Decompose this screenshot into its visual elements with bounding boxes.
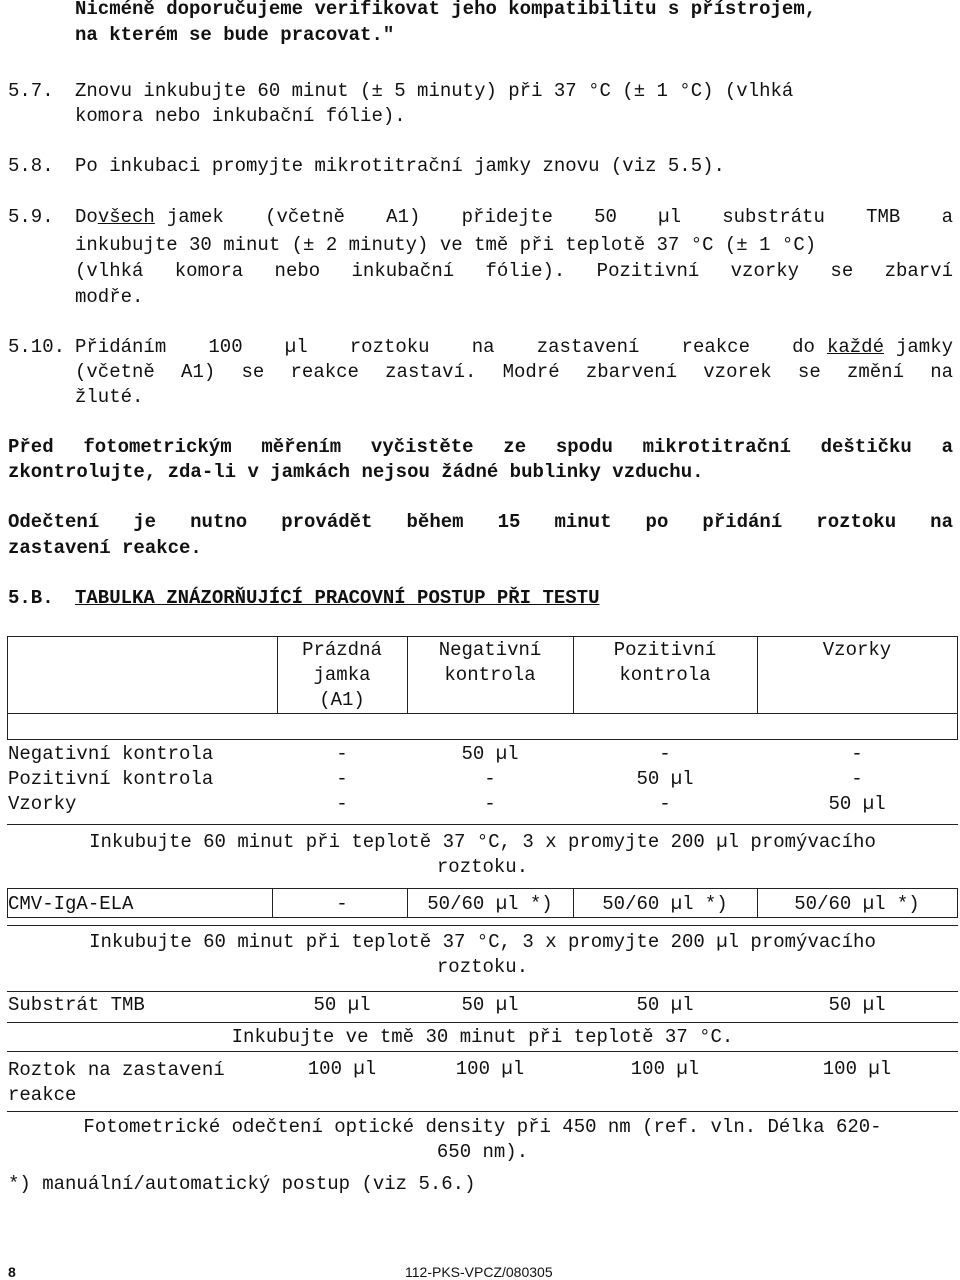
table-footnote: *) manuální/automatický postup (viz 5.6.) xyxy=(8,1173,476,1195)
step-5-10-line-3: žluté. xyxy=(75,386,144,408)
substrate-positive: 50 µl xyxy=(636,994,694,1016)
step-5-10-word-kazde: každé xyxy=(826,336,884,358)
step-5-9-number: 5.9. xyxy=(8,206,54,228)
header-negative-control: Negativní kontrola xyxy=(438,639,542,686)
row-label-negative: Negativní kontrola xyxy=(8,743,214,765)
step-5-10-line-1 xyxy=(75,336,953,358)
page-number: 8 xyxy=(8,1264,16,1280)
note-1-line-2: zkontrolujte, zda-li v jamkách nejsou žádné bublinky vzduchu. xyxy=(8,461,704,483)
incubation-step-1: Inkubujte 60 minut při teplotě 37 °C, 3 x promyjte 200 µl promývacího roztoku. xyxy=(89,831,876,878)
incubation-step-3: Inkubujte ve tmě 30 minut při teplotě 37 °C. xyxy=(231,1026,734,1048)
document-code: 112-PKS-VPCZ/080305 xyxy=(405,1264,553,1280)
header-samples: Vzorky xyxy=(822,639,892,661)
col-negative-values: 50 µl - - xyxy=(461,743,519,815)
stop-solution-label: Roztok na zastavení reakce xyxy=(8,1059,225,1106)
step-5-9-line-4: modře. xyxy=(75,286,144,308)
note-2-line-1: Odečtení je nutno provádět během 15 minut po přidání roztoku na xyxy=(8,511,953,533)
photometry-step: Fotometrické odečtení optické density při 450 nm (ref. vln. Délka 620- 650 nm). xyxy=(83,1116,882,1163)
note-2-line-2: zastavení reakce. xyxy=(8,537,202,559)
stop-samples: 100 µl xyxy=(822,1058,892,1080)
conjugate-negative: 50/60 µl *) xyxy=(427,893,553,915)
step-5-7-number: 5.7. xyxy=(8,80,54,102)
col-positive-values: - 50 µl - xyxy=(636,743,694,815)
step-5-9-word-vsech: všech xyxy=(97,206,155,228)
step-5-8-line-1: Po inkubaci promyjte mikrotitrační jamky znovu (viz 5.5). xyxy=(75,155,725,177)
header-blank-well: Prázdná jamka (A1) xyxy=(302,639,382,711)
step-5-9-line-2: inkubujte 30 minut (± 2 minuty) ve tmě při teplotě 37 °C (± 1 °C) xyxy=(75,234,817,256)
stop-negative: 100 µl xyxy=(455,1058,525,1080)
section-title: TABULKA ZNÁZORŇUJÍCÍ PRACOVNÍ POSTUP PŘI TESTU xyxy=(75,587,600,609)
conjugate-label: CMV-IgA-ELA xyxy=(8,893,134,915)
row-label-positive: Pozitivní kontrola xyxy=(8,768,214,790)
step-5-9-line-1 xyxy=(75,206,953,228)
intro-line-1: Nicméně doporučujeme verifikovat jeho kompatibilitu s přístrojem, xyxy=(75,0,817,20)
step-5-9-word-do: Do xyxy=(75,206,98,228)
step-5-8-number: 5.8. xyxy=(8,155,54,177)
substrate-negative: 50 µl xyxy=(461,994,519,1016)
stop-blank: 100 µl xyxy=(307,1058,377,1080)
substrate-samples: 50 µl xyxy=(828,994,886,1016)
step-5-10-part-1: Přidáním 100 µl roztoku na zastavení reakce do xyxy=(75,336,815,358)
step-5-10-line-2: (včetně A1) se reakce zastaví. Modré zbarvení vzorek se změní na xyxy=(75,361,953,383)
intro-line-2: na kterém se bude pracovat." xyxy=(75,24,395,46)
section-number: 5.B. xyxy=(8,587,54,609)
header-positive-control: Pozitivní kontrola xyxy=(613,639,717,686)
incubation-step-2: Inkubujte 60 minut při teplotě 37 °C, 3 x promyjte 200 µl promývacího roztoku. xyxy=(89,931,876,978)
row-labels xyxy=(8,742,213,817)
step-5-9-rest: jamek (včetně A1) přidejte 50 µl substrátu TMB a xyxy=(166,206,953,228)
conjugate-blank: - xyxy=(336,893,348,915)
stop-positive: 100 µl xyxy=(630,1058,700,1080)
conjugate-positive: 50/60 µl *) xyxy=(602,893,728,915)
step-5-10-word-jamky: jamky xyxy=(895,336,953,358)
col-blank-values: - - - xyxy=(336,743,348,815)
row-label-samples: Vzorky xyxy=(8,793,77,815)
step-5-7-line-1: Znovu inkubujte 60 minut (± 5 minuty) při 37 °C (± 1 °C) (vlhká xyxy=(75,80,794,102)
substrate-label: Substrát TMB xyxy=(8,994,145,1016)
substrate-blank: 50 µl xyxy=(313,994,371,1016)
step-5-7-line-2: komora nebo inkubační fólie). xyxy=(75,105,406,127)
step-5-10-number: 5.10. xyxy=(8,336,66,358)
conjugate-samples: 50/60 µl *) xyxy=(794,893,920,915)
step-5-9-line-3: (vlhká komora nebo inkubační fólie). Pozitivní vzorky se zbarví xyxy=(75,260,953,282)
col-samples-values: - - 50 µl xyxy=(828,743,886,815)
note-1-line-1: Před fotometrickým měřením vyčistěte ze spodu mikrotitrační deštičku a xyxy=(8,436,953,458)
